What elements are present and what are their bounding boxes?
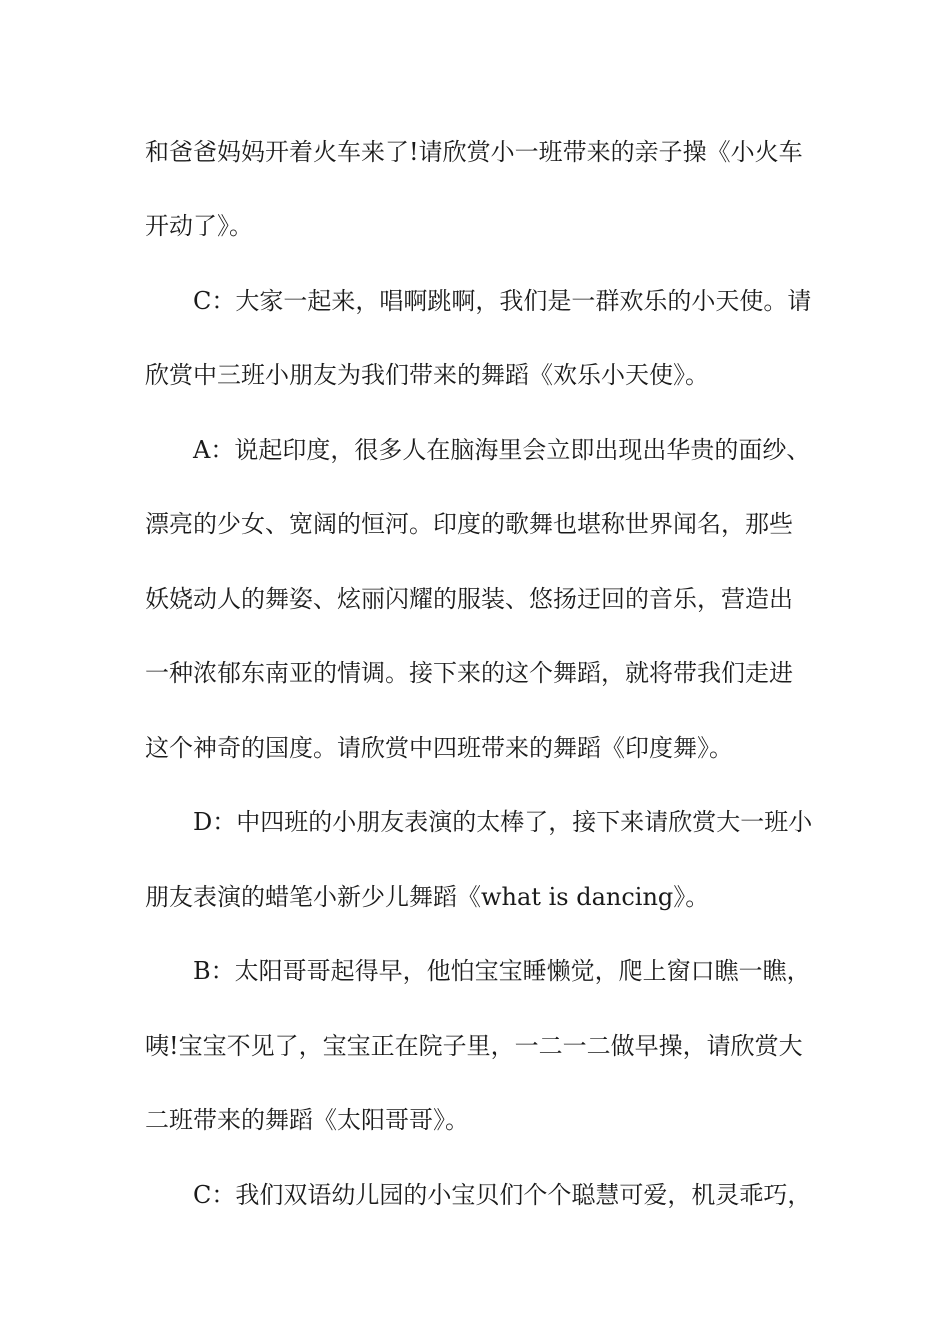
text-line: 朋友表演的蜡笔小新少儿舞蹈《what is dancing》。	[145, 883, 710, 911]
paragraph-c-line: C：大家一起来，唱啊跳啊，我们是一群欢乐的小天使。请	[193, 287, 812, 315]
text-line: 开动了》。	[145, 212, 253, 240]
text-line: 和爸爸妈妈开着火车来了!请欣赏小一班带来的亲子操《小火车	[145, 138, 803, 166]
paragraph-a-line: A：说起印度，很多人在脑海里会立即出现出华贵的面纱、	[193, 436, 811, 464]
paragraph-c2-line: C：我们双语幼儿园的小宝贝们个个聪慧可爱，机灵乖巧，	[193, 1181, 812, 1209]
text-line: 欣赏中三班小朋友为我们带来的舞蹈《欢乐小天使》。	[145, 361, 709, 389]
paragraph-d-line: D：中四班的小朋友表演的太棒了，接下来请欣赏大一班小	[193, 808, 813, 836]
text-line: 二班带来的舞蹈《太阳哥哥》。	[145, 1106, 469, 1134]
text-line: 这个神奇的国度。请欣赏中四班带来的舞蹈《印度舞》。	[145, 734, 733, 762]
paragraph-b-line: B：太阳哥哥起得早，他怕宝宝睡懒觉，爬上窗口瞧一瞧，	[193, 957, 811, 985]
text-line: 咦!宝宝不见了，宝宝正在院子里，一二一二做早操，请欣赏大	[145, 1032, 803, 1060]
text-line: 一种浓郁东南亚的情调。接下来的这个舞蹈，就将带我们走进	[145, 659, 793, 687]
text-line: 漂亮的少女、宽阔的恒河。印度的歌舞也堪称世界闻名，那些	[145, 510, 793, 538]
text-line: 妖娆动人的舞姿、炫丽闪耀的服装、悠扬迂回的音乐，营造出	[145, 585, 793, 613]
